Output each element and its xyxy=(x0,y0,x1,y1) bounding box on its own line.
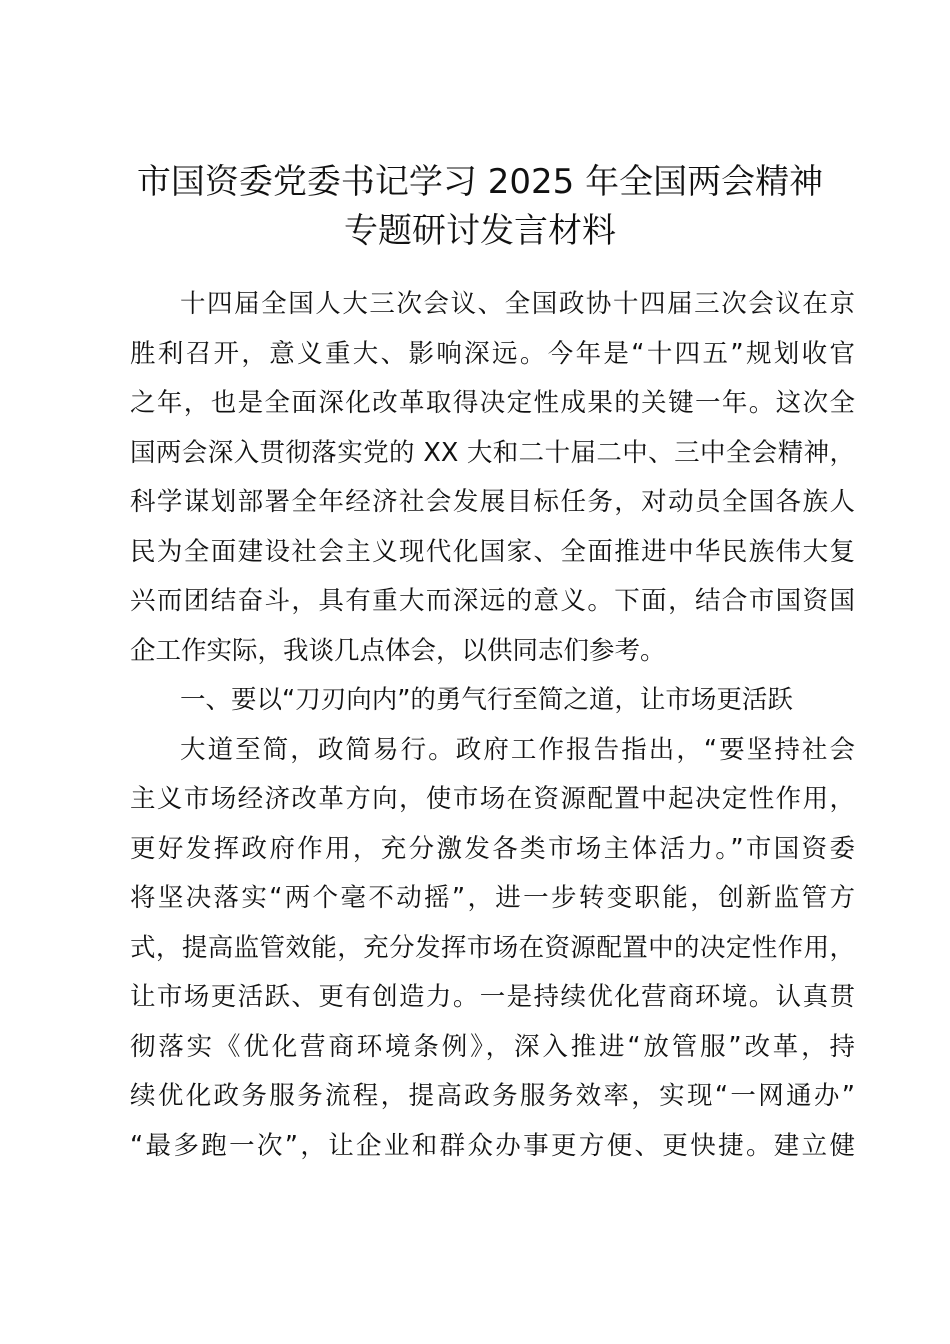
text-line: 让市场更活跃、更有创造力。一是持续优化营商环境。认真贯 xyxy=(130,982,855,1012)
section-heading-line: 一、要以“刀刃向内”的勇气行至简之道，让市场更活跃 xyxy=(180,685,793,715)
text-line: 主义市场经济改革方向，使市场在资源配置中起决定性作用， xyxy=(130,784,855,814)
text-line: 式，提高监管效能，充分发挥市场在资源配置中的决定性作用， xyxy=(130,932,855,963)
text-line: 科学谋划部署全年经济社会发展目标任务，对动员全国各族人 xyxy=(130,487,855,517)
text-line: 更好发挥政府作用，充分激发各类市场主体活力。”市国资委 xyxy=(130,833,855,864)
text-line: 彻落实《优化营商环境条例》，深入推进“放管服”改革，持 xyxy=(130,1031,855,1062)
section-heading xyxy=(130,676,855,726)
text-line: 之年，也是全面深化改革取得决定性成果的关键一年。这次全 xyxy=(130,388,855,418)
text-line: “最多跑一次”，让企业和群众办事更方便、更快捷。建立健 xyxy=(130,1130,855,1161)
text-line: 企工作实际，我谈几点体会，以供同志们参考。 xyxy=(130,635,666,666)
text-line: 续优化政务服务流程，提高政务服务效率，实现“一网通办” xyxy=(130,1081,855,1111)
text-line: 大道至简，政简易行。政府工作报告指出，“要坚持社会 xyxy=(180,734,855,765)
text-line: 国两会深入贯彻落实党的 XX 大和二十届二中、三中全会精神， xyxy=(130,437,855,468)
document-body xyxy=(130,280,855,1171)
paragraph-section-1 xyxy=(130,726,855,1172)
text-line: 兴而团结奋斗，具有重大而深远的意义。下面，结合市国资国 xyxy=(130,586,855,616)
paragraph-intro xyxy=(130,280,855,676)
text-line: 民为全面建设社会主义现代化国家、全面推进中华民族伟大复 xyxy=(130,536,855,567)
document-title-line-2: 专题研讨发言材料 xyxy=(344,211,616,251)
text-line: 胜利召开，意义重大、影响深远。今年是“十四五”规划收官 xyxy=(130,338,855,369)
document-title-line-1: 市国资委党委书记学习 2025 年全国两会精神 xyxy=(136,162,824,202)
text-line: 将坚决落实“两个毫不动摇”，进一步转变职能，创新监管方 xyxy=(130,883,855,913)
text-line: 十四届全国人大三次会议、全国政协十四届三次会议在京 xyxy=(180,289,855,319)
